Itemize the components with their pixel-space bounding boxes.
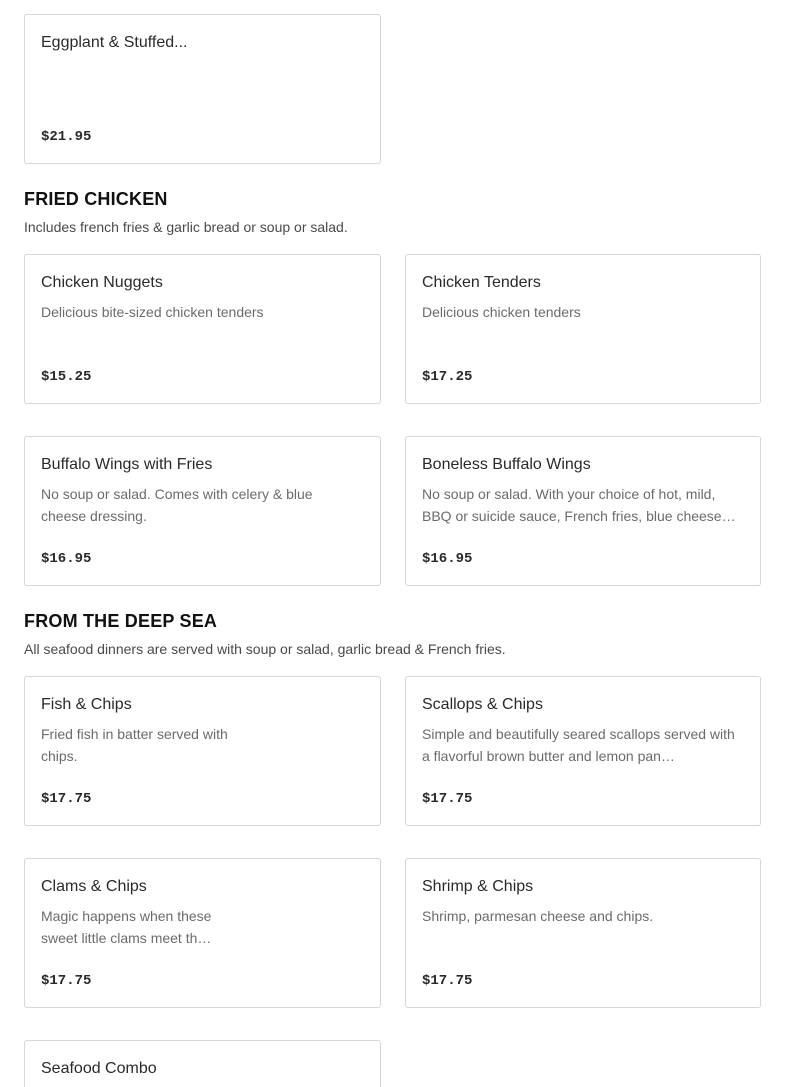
menu-item-name: Buffalo Wings with Fries [41, 456, 213, 473]
menu-item-card-seafood-combo[interactable] [24, 1040, 381, 1087]
menu-item-price: $16.95 [41, 551, 92, 567]
menu-item-description: Fried fish in batter served with chips. [41, 726, 228, 764]
menu-item-price: $17.25 [422, 369, 473, 385]
menu-item-card-scallops-chips[interactable] [405, 676, 761, 826]
menu-item-name: Fish & Chips [41, 696, 132, 713]
menu-item-name: Scallops & Chips [422, 696, 543, 713]
menu-item-card-buffalo-wings-fries[interactable] [24, 436, 381, 586]
menu-item-description: Delicious chicken tenders [422, 304, 581, 320]
menu-item-description: Magic happens when these sweet little clams meet th… [41, 908, 212, 946]
menu-item-card-clams-chips[interactable] [24, 858, 381, 1008]
menu-item-description: No soup or salad. Comes with celery & blue cheese dressing. [41, 486, 313, 524]
menu-item-card-boneless-buffalo-wings[interactable] [405, 436, 761, 586]
menu-item-name: Chicken Tenders [422, 274, 541, 291]
menu-item-description: No soup or salad. With your choice of hot, mild, BBQ or suicide sauce, French fries, blue cheese… [422, 486, 736, 524]
menu-item-name: Boneless Buffalo Wings [422, 456, 591, 473]
section-subtitle-fried-chicken: Includes french fries & garlic bread or soup or salad. [24, 219, 348, 235]
menu-item-name: Chicken Nuggets [41, 274, 163, 291]
menu-item-price: $17.75 [422, 791, 473, 807]
menu-item-price: $16.95 [422, 551, 473, 567]
section-title-deep-sea: FROM THE DEEP SEA [24, 611, 218, 631]
menu-item-card-eggplant-stuffed[interactable] [24, 14, 381, 164]
menu-item-description: Simple and beautifully seared scallops served with a flavorful brown butter and lemon pan… [422, 726, 735, 764]
menu-item-card-shrimp-chips[interactable] [405, 858, 761, 1008]
menu-item-description: Shrimp, parmesan cheese and chips. [422, 908, 654, 924]
menu-item-price: $15.25 [41, 369, 92, 385]
menu-item-name: Eggplant & Stuffed... [41, 34, 188, 51]
section-subtitle-deep-sea: All seafood dinners are served with soup or salad, garlic bread & French fries. [24, 641, 506, 657]
menu-item-name: Clams & Chips [41, 878, 147, 895]
menu-item-name: Shrimp & Chips [422, 878, 534, 895]
menu-item-description: Delicious bite-sized chicken tenders [41, 304, 264, 320]
menu-item-card-chicken-tenders[interactable] [405, 254, 761, 404]
section-title-fried-chicken: FRIED CHICKEN [24, 189, 168, 209]
menu-item-card-fish-chips[interactable] [24, 676, 381, 826]
menu-item-price: $17.75 [41, 791, 92, 807]
menu-item-price: $17.75 [41, 973, 92, 989]
menu-item-name: Seafood Combo [41, 1060, 157, 1077]
menu-item-price: $17.75 [422, 973, 473, 989]
menu-item-price: $21.95 [41, 129, 92, 145]
menu-item-card-chicken-nuggets[interactable] [24, 254, 381, 404]
